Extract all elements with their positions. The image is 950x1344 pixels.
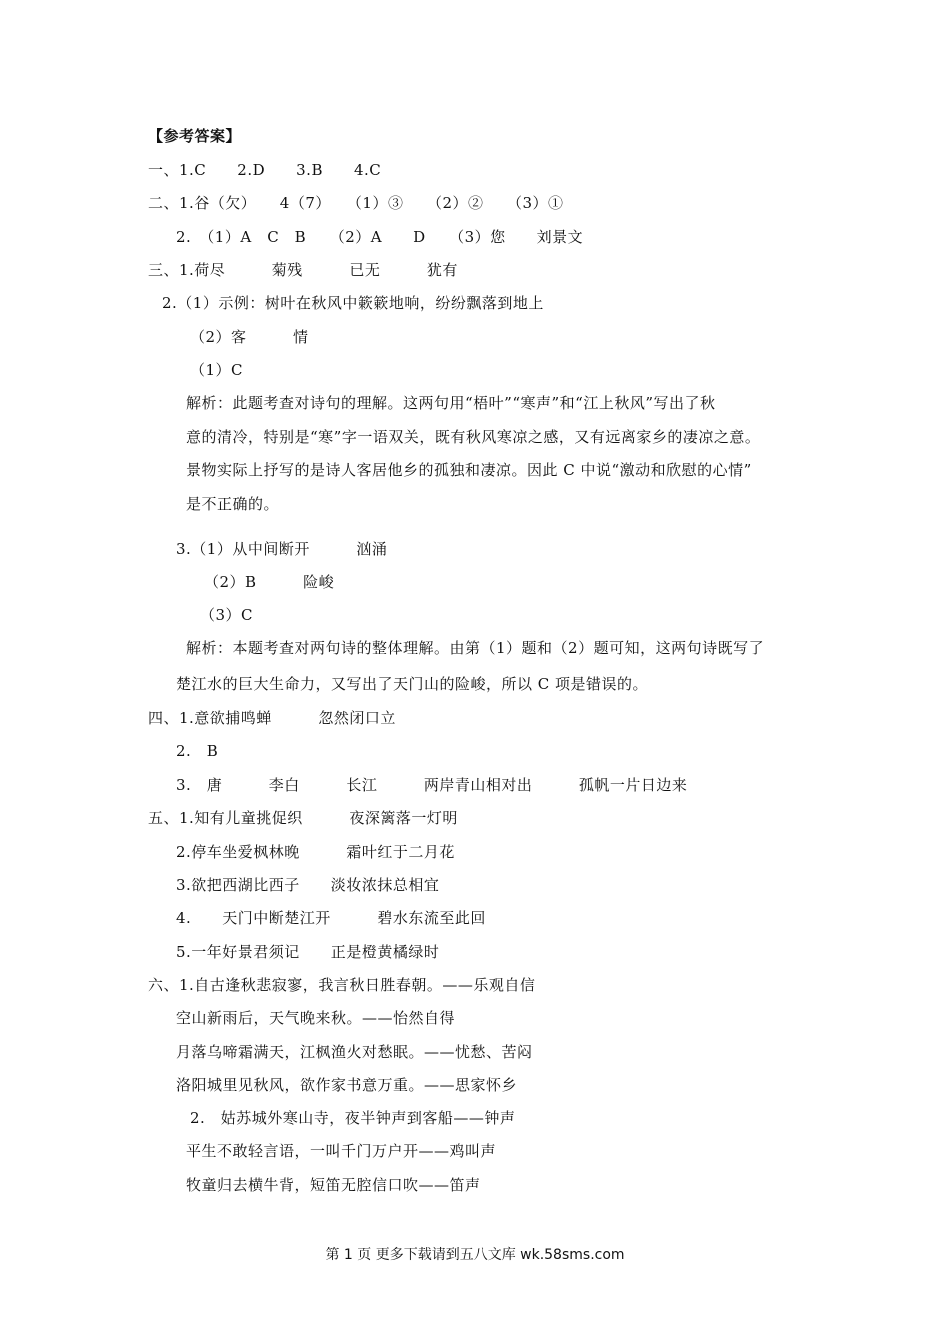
answer-line-1: 一、1.C 2.D 3.B 4.C xyxy=(148,161,382,179)
page-footer: 第 1 页 更多下载请到五八文库 wk.58sms.com xyxy=(325,1247,625,1263)
analysis-line-6: 楚江水的巨大生命力，又写出了天门山的险峻，所以 C 项是错误的。 xyxy=(176,675,649,693)
answer-line-6: （2）客 情 xyxy=(190,328,309,346)
answer-line-17: 4. 天门中断楚江开 碧水东流至此回 xyxy=(176,909,486,927)
answer-line-20: 空山新雨后，天气晚来秋。——怡然自得 xyxy=(176,1009,456,1027)
analysis-line-1: 解析：此题考查对诗句的理解。这两句用“梧叶”“寒声”和“江上秋风”写出了秋 xyxy=(186,394,716,412)
answer-line-14: 五、1.知有儿童挑促织 夜深篱落一灯明 xyxy=(148,809,458,827)
analysis-line-4: 是不正确的。 xyxy=(186,495,280,513)
answer-line-15: 2.停车坐爱枫林晚 霜叶红于二月花 xyxy=(176,843,455,861)
answer-line-2: 二、1.谷（欠） 4（7） （1）③ （2）② （3）① xyxy=(148,194,564,212)
answer-line-8: 3.（1）从中间断开 汹涌 xyxy=(176,540,388,558)
answer-line-9: （2）B 险峻 xyxy=(204,573,335,591)
answer-line-16: 3.欲把西湖比西子 淡妆浓抹总相宜 xyxy=(176,876,440,894)
answer-line-23: 2. 姑苏城外寒山寺，夜半钟声到客船——钟声 xyxy=(190,1109,516,1127)
answer-line-21: 月落乌啼霜满天，江枫渔火对愁眠。——忧愁、苦闷 xyxy=(176,1043,533,1061)
answer-line-22: 洛阳城里见秋风，欲作家书意万重。——思家怀乡 xyxy=(176,1076,518,1094)
answer-line-13: 3. 唐 李白 长江 两岸青山相对出 孤帆一片日边来 xyxy=(176,776,688,794)
answer-line-11: 四、1.意欲捕鸣蝉 忽然闭口立 xyxy=(148,709,396,727)
answer-line-7: （1）C xyxy=(190,361,244,379)
answer-line-5: 2.（1）示例：树叶在秋风中簌簌地响，纷纷飘落到地上 xyxy=(162,294,544,312)
answer-line-24: 平生不敢轻言语，一叫千门万户开——鸡叫声 xyxy=(186,1142,497,1160)
analysis-line-5: 解析：本题考查对两句诗的整体理解。由第（1）题和（2）题可知，这两句诗既写了 xyxy=(186,639,765,657)
analysis-line-3: 景物实际上抒写的是诗人客居他乡的孤独和凄凉。因此 C 中说“激动和欣慰的心情” xyxy=(186,461,752,479)
answer-line-12: 2. B xyxy=(176,742,219,760)
analysis-line-2: 意的清冷，特别是“寒”字一语双关，既有秋风寒凉之感，又有远离家乡的凄凉之意。 xyxy=(186,428,761,446)
answer-line-3: 2. （1）A C B （2）A D （3）您 刘景文 xyxy=(176,228,584,246)
section-title: 【参考答案】 xyxy=(148,127,242,145)
answer-line-25: 牧童归去横牛背，短笛无腔信口吹——笛声 xyxy=(186,1176,481,1194)
answer-line-19: 六、1.自古逢秋悲寂寥，我言秋日胜春朝。——乐观自信 xyxy=(148,976,536,994)
answer-line-10: （3）C xyxy=(200,606,254,624)
answer-line-18: 5.一年好景君须记 正是橙黄橘绿时 xyxy=(176,943,440,961)
answer-line-4: 三、1.荷尽 菊残 已无 犹有 xyxy=(148,261,458,279)
